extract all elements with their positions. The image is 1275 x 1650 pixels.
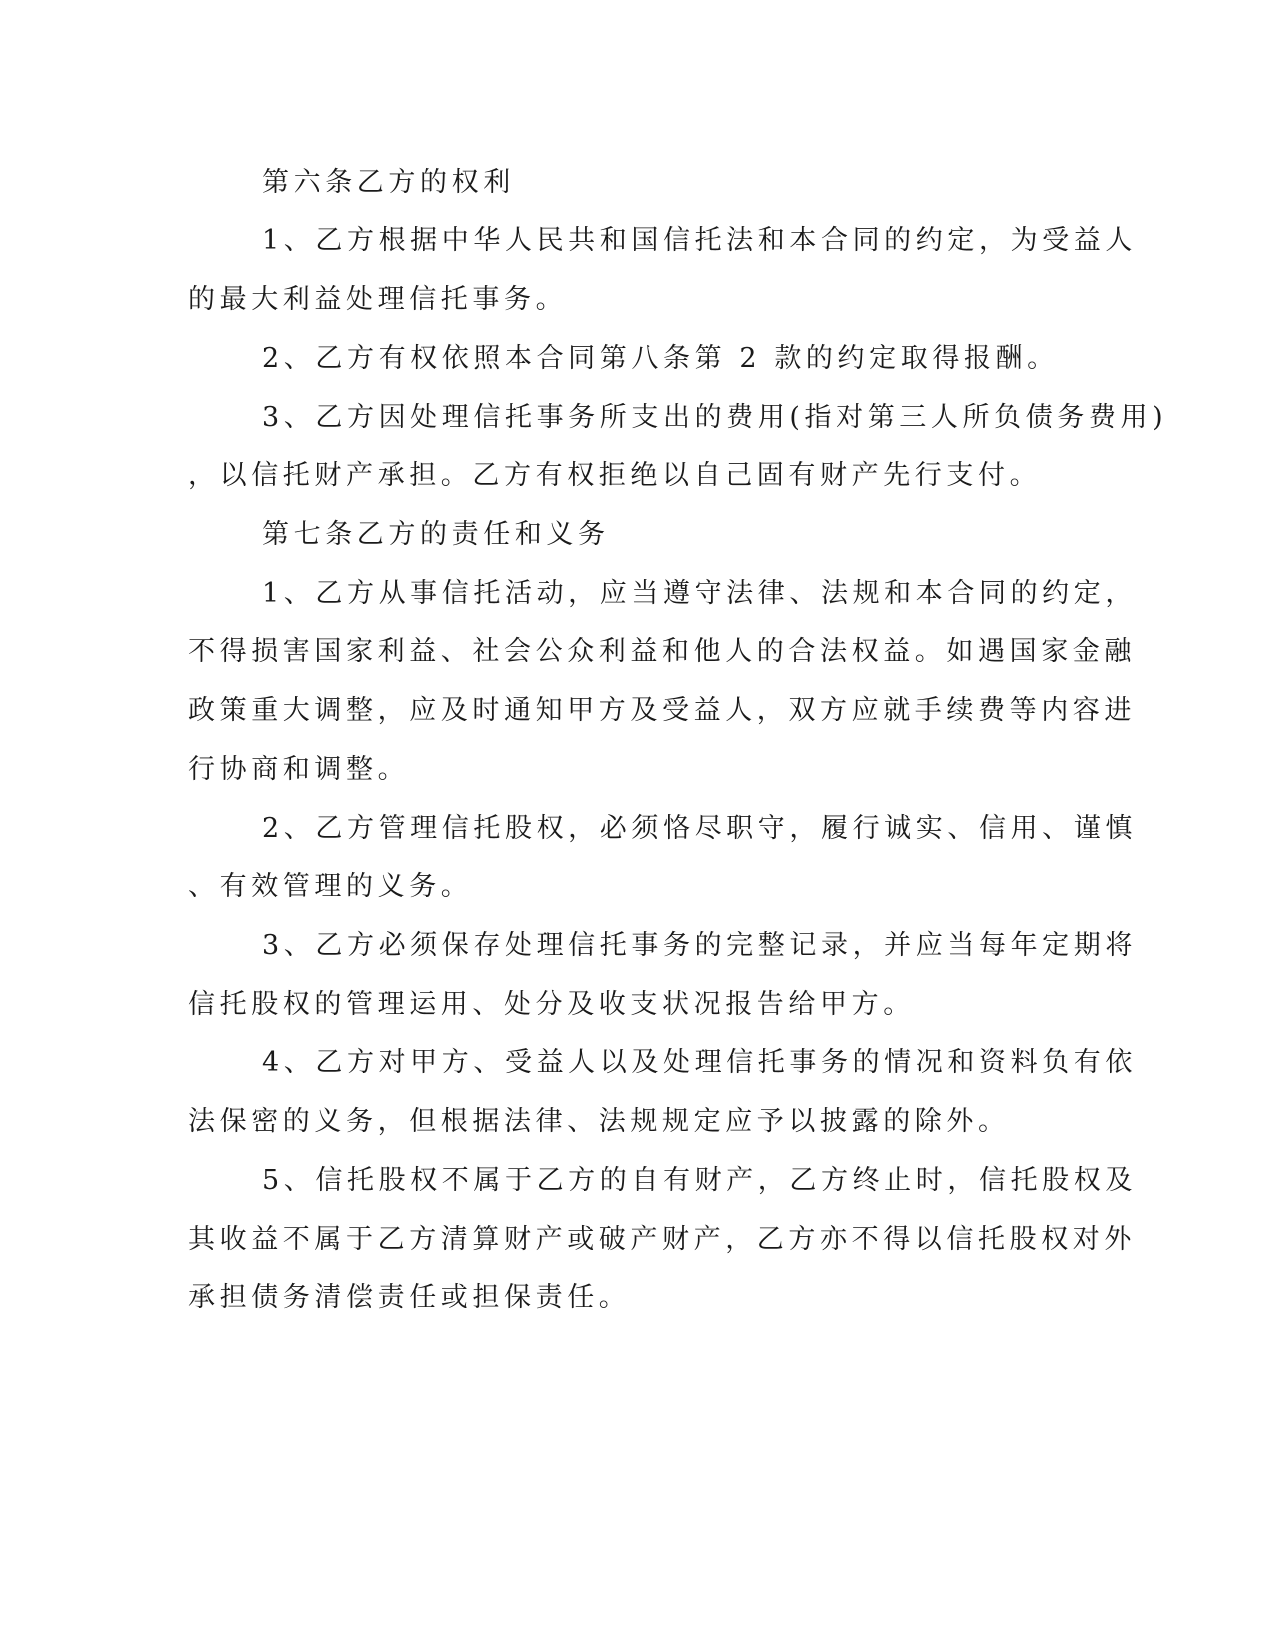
paragraph-line: ，以信托财产承担。乙方有权拒绝以自己固有财产先行支付。 bbox=[188, 460, 1042, 491]
paragraph-line: 政策重大调整，应及时通知甲方及受益人，双方应就手续费等内容进 bbox=[188, 695, 1136, 726]
paragraph-line: 1、乙方从事信托活动，应当遵守法律、法规和本合同的约定， bbox=[262, 578, 1137, 609]
paragraph-line: 1、乙方根据中华人民共和国信托法和本合同的约定，为受益人 bbox=[262, 225, 1137, 256]
paragraph-line: 3、乙方必须保存处理信托事务的完整记录，并应当每年定期将 bbox=[262, 930, 1137, 961]
paragraph-line: 2、乙方有权依照本合同第八条第 2 款的约定取得报酬。 bbox=[262, 343, 1059, 374]
paragraph-line: 5、信托股权不属于乙方的自有财产，乙方终止时，信托股权及 bbox=[262, 1165, 1137, 1196]
paragraph-line: 不得损害国家利益、社会公众利益和他人的合法权益。如遇国家金融 bbox=[188, 636, 1136, 667]
paragraph-line: 信托股权的管理运用、处分及收支状况报告给甲方。 bbox=[188, 989, 915, 1020]
paragraph-line: 4、乙方对甲方、受益人以及处理信托事务的情况和资料负有依 bbox=[262, 1047, 1137, 1078]
paragraph-line: 其收益不属于乙方清算财产或破产财产，乙方亦不得以信托股权对外 bbox=[188, 1224, 1136, 1255]
paragraph-line: 法保密的义务，但根据法律、法规规定应予以披露的除外。 bbox=[188, 1106, 1010, 1137]
article-6-heading: 第六条乙方的权利 bbox=[262, 167, 515, 198]
paragraph-line: 承担债务清偿责任或担保责任。 bbox=[188, 1282, 631, 1313]
paragraph-line: 的最大利益处理信托事务。 bbox=[188, 284, 568, 315]
paragraph-line: 、有效管理的义务。 bbox=[188, 871, 473, 902]
article-7-heading: 第七条乙方的责任和义务 bbox=[262, 519, 610, 550]
paragraph-line: 2、乙方管理信托股权，必须恪尽职守，履行诚实、信用、谨慎 bbox=[262, 813, 1137, 844]
paragraph-line: 行协商和调整。 bbox=[188, 754, 410, 785]
paragraph-line: 3、乙方因处理信托事务所支出的费用(指对第三人所负债务费用) bbox=[262, 402, 1168, 433]
